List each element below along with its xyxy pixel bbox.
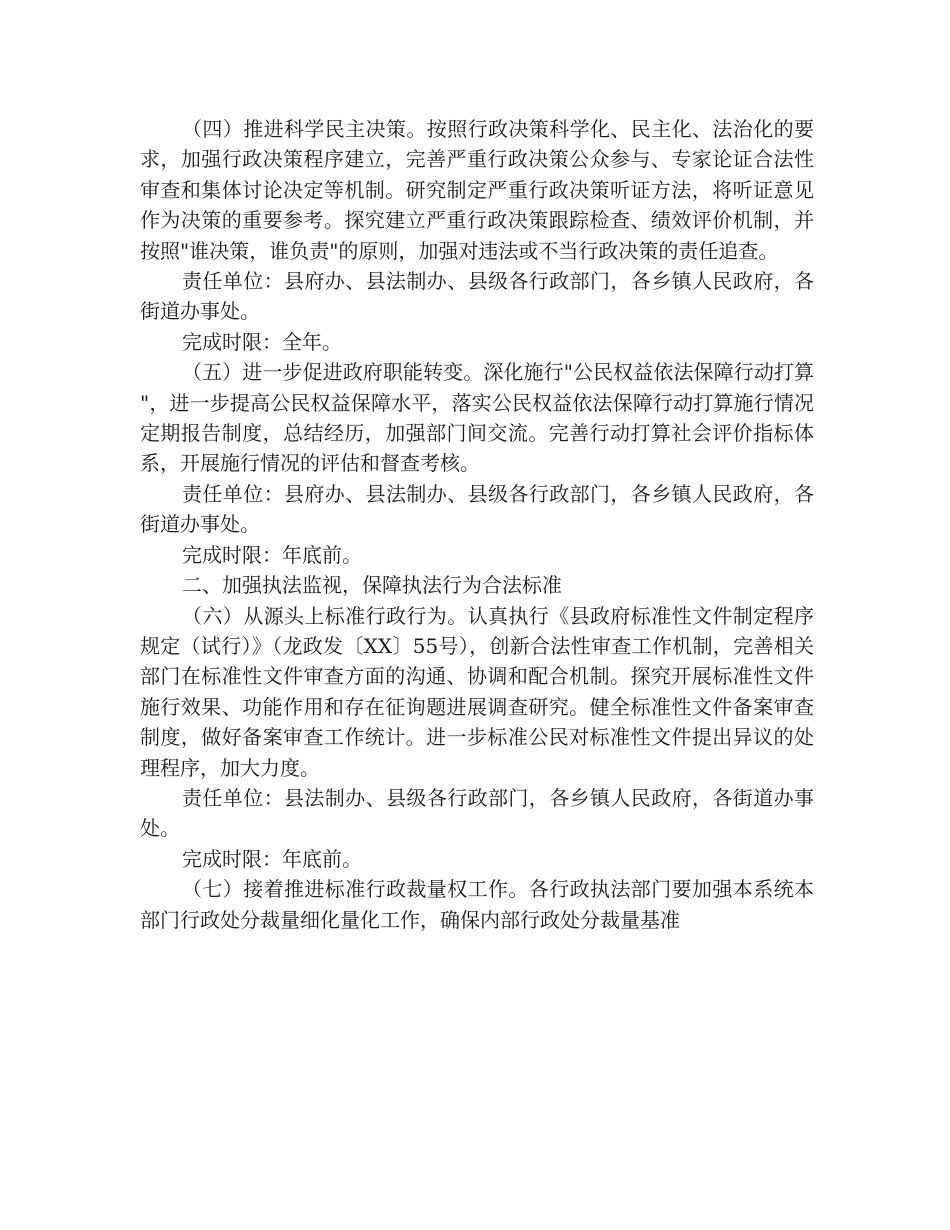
- paragraph-responsible-units-5: 责任单位：县府办、县法制办、县级各行政部门，各乡镇人民政府，各街道办事处。: [140, 481, 814, 537]
- paragraph-section-5: （五）进一步促进政府职能转变。深化施行"公民权益依法保障行动打算"，进一步提高公民权益保障水平，落实公民权益依法保障行动打算施行情况定期报告制度，总结经历，加强部门间交流。完善行动打算社会评价指标体系，开展施行情况的评估和督查考核。: [140, 360, 814, 476]
- paragraph-deadline-5: 完成时限：年底前。: [182, 542, 362, 567]
- paragraph-section-6: （六）从源头上标准行政行为。认真执行《县政府标准性文件制定程序规定（试行）》（龙政发〔XX〕55号），创新合法性审查工作机制，完善相关部门在标准性文件审查方面的沟通、协调和配合机制。探究开展标准性文件施行效果、功能作用和存在征询题进展调查研究。健全标准性文件备案审查制度，做好备案审查工作统计。进一步标准公民对标准性文件提出异议的处理程序，加大力度。: [140, 603, 814, 780]
- paragraph-deadline-4: 完成时限：全年。: [182, 329, 342, 354]
- paragraph-responsible-units-6: 责任单位：县法制办、县级各行政部门，各乡镇人民政府，各街道办事处。: [140, 785, 814, 841]
- paragraph-deadline-6: 完成时限：年底前。: [182, 846, 362, 871]
- paragraph-section-4: （四）推进科学民主决策。按照行政决策科学化、民主化、法治化的要求，加强行政决策程序建立，完善严重行政决策公众参与、专家论证合法性审查和集体讨论决定等机制。研究制定严重行政决策听证方法，将听证意见作为决策的重要参考。探究建立严重行政决策跟踪检查、绩效评价机制，并按照"谁决策，谁负责"的原则，加强对违法或不当行政决策的责任追查。: [140, 117, 814, 263]
- paragraph-section-7: （七）接着推进标准行政裁量权工作。各行政执法部门要加强本系统本部门行政处分裁量细化量化工作，确保内部行政处分裁量基准: [140, 877, 814, 932]
- paragraph-responsible-units-4: 责任单位：县府办、县法制办、县级各行政部门，各乡镇人民政府，各街道办事处。: [140, 269, 814, 324]
- section-heading-2: 二、加强执法监视，保障执法行为合法标准: [182, 573, 562, 598]
- document-page: [140, 114, 814, 935]
